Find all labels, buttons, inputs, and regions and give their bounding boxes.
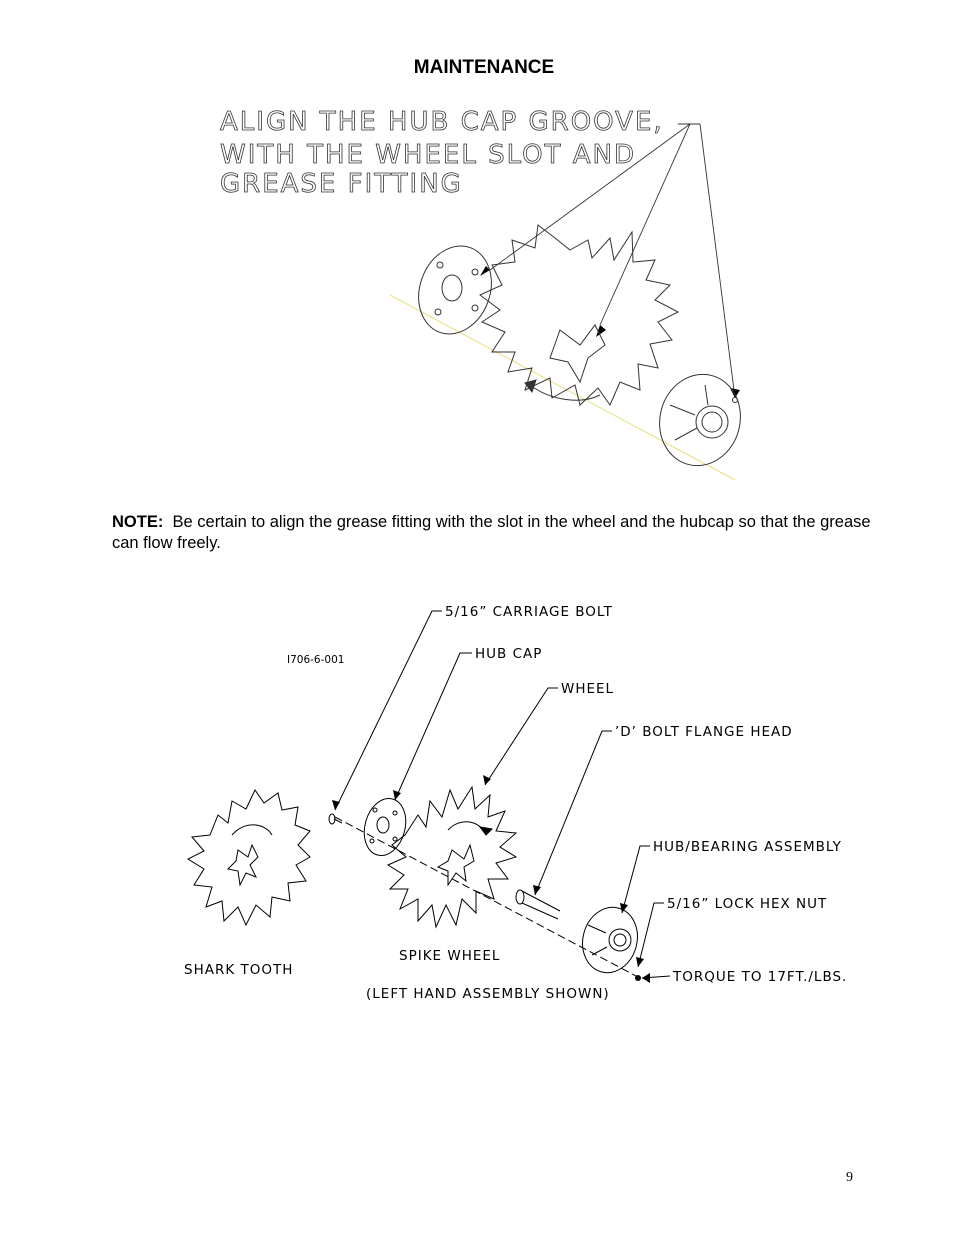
page-title: MAINTENANCE [413,57,555,78]
hub-bearing-bottom-drawing [575,901,644,979]
label-hub-cap: HUB CAP [475,646,543,662]
wheel-drawing [480,225,678,405]
note-paragraph [112,512,872,554]
hub-cap-drawing [407,236,504,345]
hub-bearing-drawing [649,365,750,475]
label-torque: TORQUE TO 17FT./LBS. [673,969,848,985]
drawing-number: I706-6-001 [287,654,345,666]
label-lock-nut: 5/16” LOCK HEX NUT [667,896,828,912]
label-spike-wheel: SPIKE WHEEL [399,948,501,964]
page-number: 9 [846,1170,853,1185]
callout-line-1: ALIGN THE HUB CAP GROOVE, [220,107,664,137]
label-flange-bolt: ’D’ BOLT FLANGE HEAD [615,724,793,740]
callout-line-2: WITH THE WHEEL SLOT AND [220,140,636,170]
note-text: Be certain to align the grease fitting with the slot in the wheel and the hubcap so that the grease can flow freely. [112,513,871,552]
spike-wheel-drawing [388,787,516,927]
label-carriage-bolt: 5/16” CARRIAGE BOLT [445,604,613,620]
hub-cap-bottom-drawing [358,794,412,860]
flange-bolt-drawing [516,890,560,919]
label-wheel: WHEEL [561,681,615,697]
label-shark-tooth: SHARK TOOTH [184,962,294,978]
callout-line-3: GREASE FITTING [220,169,463,199]
lock-nut-drawing [635,975,641,981]
exploded-assembly-figure [160,595,880,1015]
carriage-bolt-drawing [329,814,342,824]
shark-tooth-wheel-drawing [188,790,310,925]
label-assembly-note: (LEFT HAND ASSEMBLY SHOWN) [366,986,610,1002]
hub-alignment-figure [200,100,760,500]
label-hub-bearing: HUB/BEARING ASSEMBLY [653,839,842,855]
note-label: NOTE: [112,513,164,531]
